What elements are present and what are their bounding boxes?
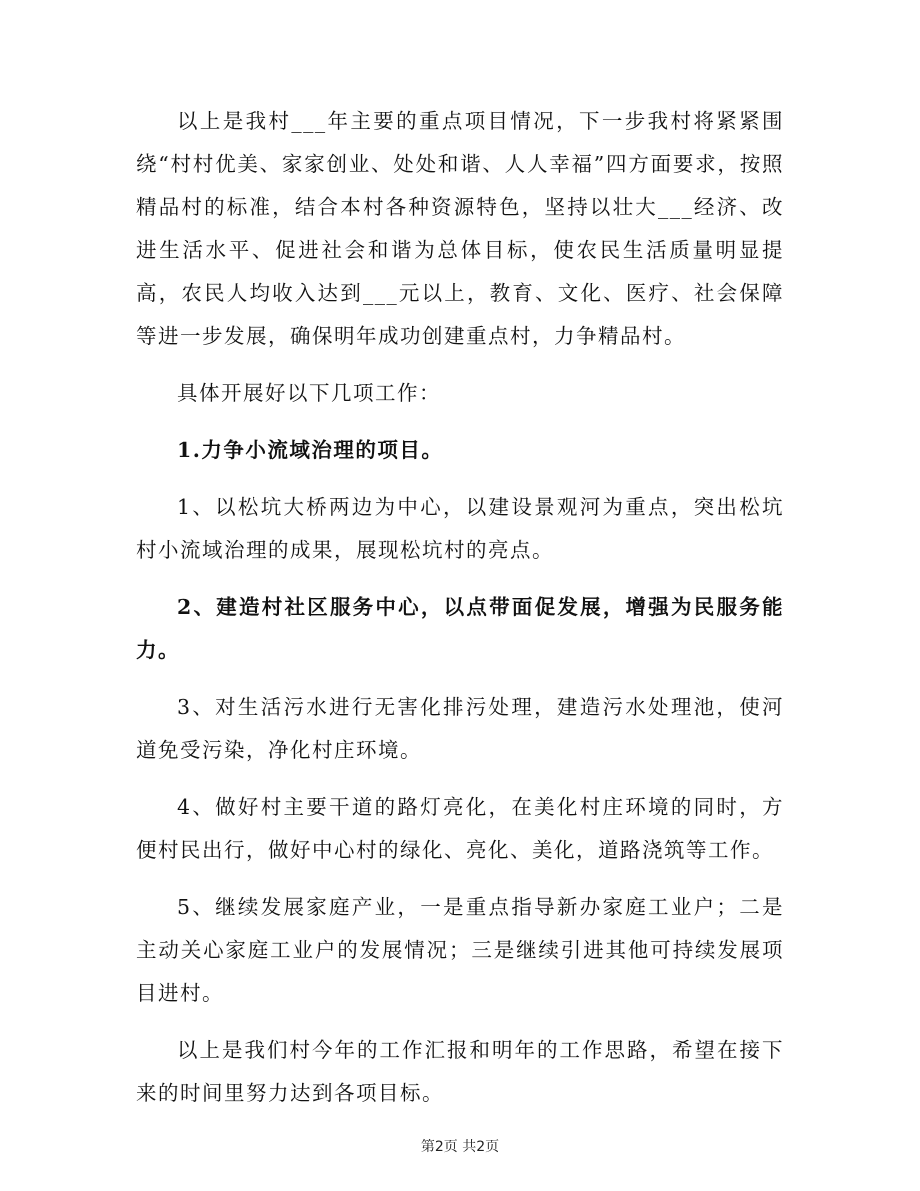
- list-item-2: 2、建造村社区服务中心，以点带面促发展，增强为民服务能力。: [136, 595, 784, 662]
- list-item-3: 3、对生活污水进行无害化排污处理，建造污水处理池，使河道免受污染，净化村庄环境。: [136, 695, 784, 762]
- paragraph-closing: 以上是我们村今年的工作汇报和明年的工作思路，希望在接下来的时间里努力达到各项目标。: [136, 1038, 784, 1105]
- document-body: [136, 100, 784, 1129]
- list-item-4: 4、做好村主要干道的路灯亮化，在美化村庄环境的同时，方便村民出行，做好中心村的绿化、亮化、美化，道路浇筑等工作。: [136, 795, 784, 862]
- page-footer: 第2页 共2页: [420, 1139, 500, 1155]
- heading-watershed-project: 1.力争小流域治理的项目。: [177, 438, 444, 462]
- paragraph-summary: 以上是我村___年主要的重点项目情况，下一步我村将紧紧围绕“村村优美、家家创业、处处和谐、人人幸福”四方面要求，按照精品村的标准，结合本村各种资源特色，坚持以壮大___经济、改进生活水平、促进社会和谐为总体目标，使农民生活质量明显提高，农民人均收入达到___元以上，教育、文化、医疗、社会保障等进一步发展，确保明年成功创建重点村，力争精品村。: [136, 109, 784, 348]
- list-item-5: 5、继续发展家庭产业，一是重点指导新办家庭工业户；二是主动关心家庭工业户的发展情况；三是继续引进其他可持续发展项目进村。: [136, 895, 784, 1005]
- list-item-1: 1、以松坑大桥两边为中心，以建设景观河为重点，突出松坑村小流域治理的成果，展现松坑村的亮点。: [136, 495, 784, 562]
- paragraph-work-intro: 具体开展好以下几项工作：: [177, 381, 441, 405]
